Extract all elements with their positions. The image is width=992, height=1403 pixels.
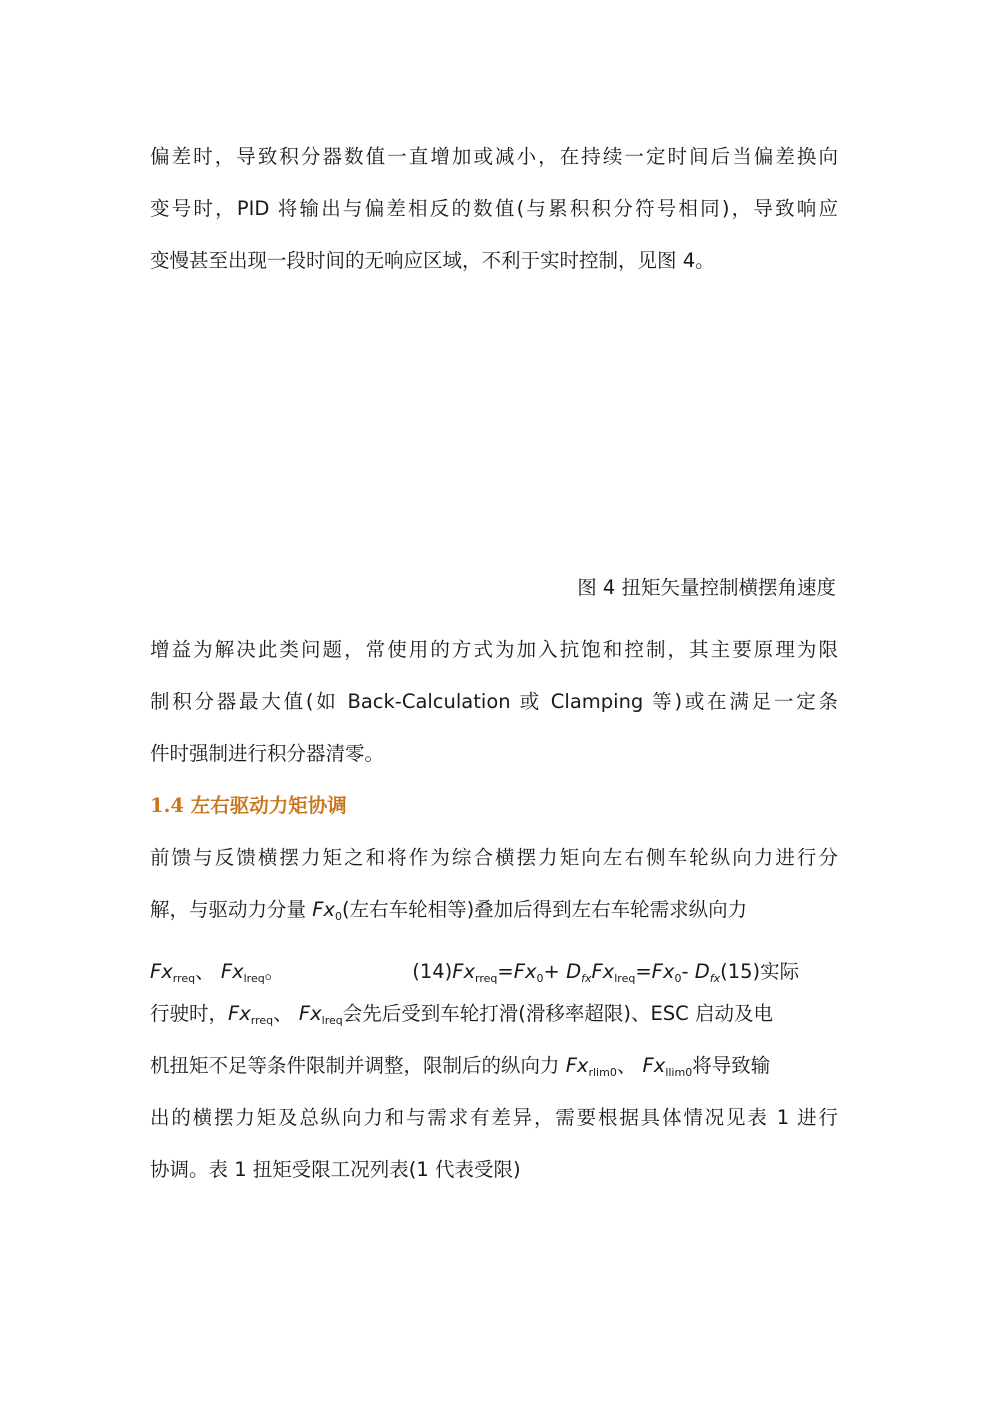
subscript: lreq	[243, 972, 265, 985]
paragraph-line: 件时强制进行积分器清零。	[150, 742, 385, 765]
symbol-fx: Fx	[565, 1054, 589, 1077]
equation	[412, 958, 799, 986]
paragraph-line	[150, 1000, 773, 1028]
plus-sign: +	[543, 960, 560, 983]
subscript: rreq	[172, 972, 196, 985]
paragraph-line: 偏差时，导致积分器数值一直增加或减小，在持续一定时间后当偏差换向	[150, 145, 838, 168]
separator: 、	[273, 1002, 293, 1025]
text-run: 机扭矩不足等条件限制并调整，限制后的纵向力	[150, 1054, 566, 1077]
symbol-fx: Fx	[150, 960, 173, 983]
subscript: rlim0	[588, 1066, 617, 1079]
symbol-fx: Fx	[642, 1054, 666, 1077]
minus-sign: -	[681, 960, 689, 983]
paragraph-line: 前馈与反馈横摆力矩之和将作为综合横摆力矩向左右侧车轮纵向力进行分	[150, 846, 838, 869]
paragraph-line	[150, 1052, 770, 1080]
symbol-fx: Fx	[228, 1002, 251, 1025]
symbol-fx: Fx	[452, 960, 476, 983]
period: 。	[264, 960, 285, 983]
equals-sign: =	[497, 960, 514, 983]
subscript: fx	[709, 972, 721, 985]
subscript: fx	[581, 972, 592, 985]
separator: 、	[195, 960, 215, 983]
paragraph-line: 增益为解决此类问题，常使用的方式为加入抗饱和控制，其主要原理为限	[150, 638, 838, 661]
subscript: lreq	[614, 972, 636, 985]
equation-number: (15)	[720, 960, 761, 983]
symbol-d: D	[566, 960, 582, 983]
symbol-fx: Fx	[220, 960, 244, 983]
symbol-fx: Fx	[513, 960, 537, 983]
paragraph-line: 制积分器最大值(如 Back-Calculation 或 Clamping 等)或在满足一定条	[150, 690, 838, 713]
symbol-fx: Fx	[298, 1002, 322, 1025]
symbol-fx: Fx	[312, 898, 335, 921]
symbol-fx: Fx	[591, 960, 615, 983]
text-run: 将导致输	[692, 1054, 771, 1077]
section-heading: 1.4 左右驱动力矩协调	[150, 794, 347, 817]
symbol-d: D	[694, 960, 710, 983]
equation-line	[150, 958, 799, 986]
text-run: 解，与驱动力分量	[150, 898, 313, 921]
subscript: llim0	[665, 1066, 693, 1079]
equation-number: (14)	[412, 960, 453, 983]
paragraph-line: 出的横摆力矩及总纵向力和与需求有差异，需要根据具体情况见表 1 进行	[150, 1106, 838, 1129]
text-run: (左右车轮相等)叠加后得到左右车轮需求纵向力	[341, 898, 748, 921]
subscript: rreq	[250, 1014, 274, 1027]
paragraph-line: 变慢甚至出现一段时间的无响应区域，不利于实时控制，见图 4。	[150, 249, 715, 272]
figure-caption: 图 4 扭矩矢量控制横摆角速度	[577, 576, 836, 599]
paragraph-line: 协调。表 1 扭矩受限工况列表(1 代表受限)	[150, 1158, 521, 1181]
equals-sign: =	[635, 960, 652, 983]
separator: 、	[616, 1054, 637, 1077]
subscript: 0	[334, 910, 342, 923]
text-run: 行驶时，	[150, 1002, 229, 1025]
subscript: rreq	[475, 972, 498, 985]
paragraph-line	[150, 896, 747, 924]
paragraph-line: 变号时，PID 将输出与偏差相反的数值(与累积积分符号相同)，导致响应	[150, 197, 838, 220]
text-run: 会先后受到车轮打滑(滑移率超限)、ESC 启动及电	[342, 1002, 773, 1025]
subscript: 0	[674, 972, 682, 985]
text-run: 实际	[760, 960, 800, 983]
subscript: lreq	[321, 1014, 343, 1027]
subscript: 0	[536, 972, 544, 985]
symbol-fx: Fx	[651, 960, 675, 983]
